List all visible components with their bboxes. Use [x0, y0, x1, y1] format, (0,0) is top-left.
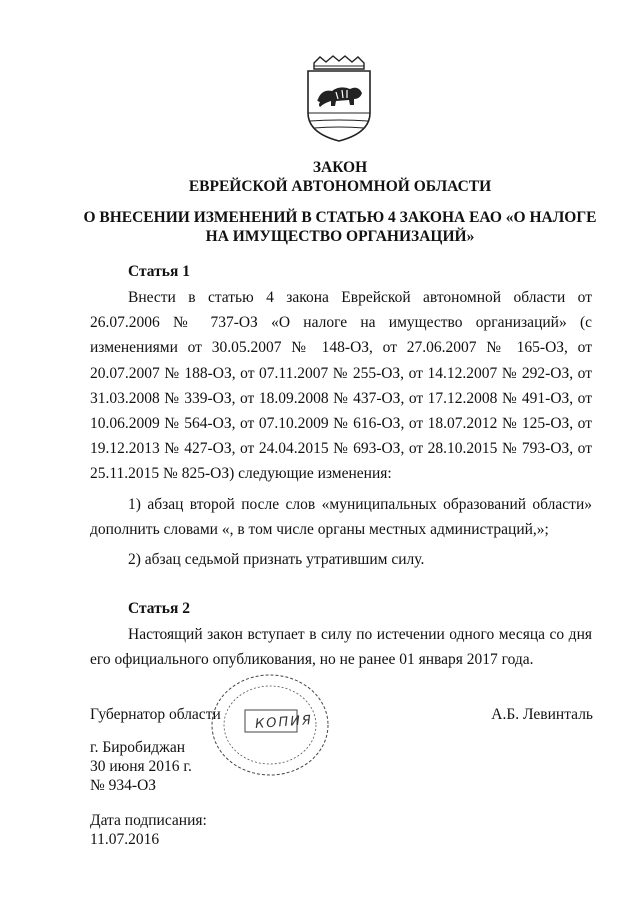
law-subtitle-line2: НА ИМУЩЕСТВО ОРГАНИЗАЦИЙ»	[205, 228, 475, 245]
article1-intro: Внести в статью 4 закона Еврейской автономной области от 26.07.2006 № 737-ОЗ «О налоге на имущество организаций» (с изменениями от 30.05.2007 № 148-ОЗ, от 27.06.2007 № 165-ОЗ, от 20.07.2007 № 188-ОЗ, от 07.11.2007 № 255-ОЗ, от 14.12.2007 № 292-ОЗ, от 31.03.2008 № 339-ОЗ, от 18.09.2008 № 437-ОЗ, от 17.12.2008 № 491-ОЗ, от 10.06.2009 № 564-ОЗ, от 07.10.2009 № 616-ОЗ, от 18.07.2012 № 125-ОЗ, от 19.12.2013 № 427-ОЗ, от 24.04.2015 № 693-ОЗ, от 28.10.2015 № 793-ОЗ, от 25.11.2015 № 825-ОЗ) следующие изменения:	[90, 289, 592, 483]
article2-body	[90, 622, 592, 672]
law-subtitle	[60, 208, 620, 246]
signing-date-block	[90, 811, 207, 849]
law-subtitle-line1: О ВНЕСЕНИИ ИЗМЕНЕНИЙ В СТАТЬЮ 4 ЗАКОНА ЕАО «О НАЛОГЕ	[83, 209, 597, 226]
law-title-line2: ЕВРЕЙСКОЙ АВТОНОМНОЙ ОБЛАСТИ	[188, 178, 492, 195]
article1-item1: 1) абзац второй после слов «муниципальных образований области» дополнить словами «, в том числе органы местных администраций,»;	[90, 495, 592, 538]
stamp-text: КОПИЯ	[254, 712, 314, 733]
article2-text: Настоящий закон вступает в силу по истечении одного месяца со дня его официального опубликования, но не ранее 01 января 2017 года.	[90, 626, 592, 669]
article2-heading: Статья 2	[128, 600, 190, 617]
signing-date-value: 11.07.2016	[90, 831, 160, 848]
article1-item2: 2) абзац седьмой признать утратившим силу.	[128, 551, 425, 569]
signing-date-label: Дата подписания:	[90, 812, 207, 829]
signatory-position: Губернатор области	[90, 706, 221, 723]
law-number: № 934-ОЗ	[90, 777, 157, 794]
signatory-name: А.Б. Левинталь	[491, 706, 593, 723]
place-and-date	[90, 738, 192, 795]
coat-of-arms-emblem	[300, 55, 378, 143]
tiger-shield-icon	[300, 55, 378, 143]
law-title	[60, 158, 620, 196]
city: г. Биробиджан	[90, 739, 186, 756]
law-title-line1: ЗАКОН	[312, 159, 368, 176]
adoption-date: 30 июня 2016 г.	[90, 758, 192, 775]
article1-body	[90, 285, 592, 572]
official-stamp	[205, 670, 335, 780]
article1-heading: Статья 1	[128, 263, 190, 280]
